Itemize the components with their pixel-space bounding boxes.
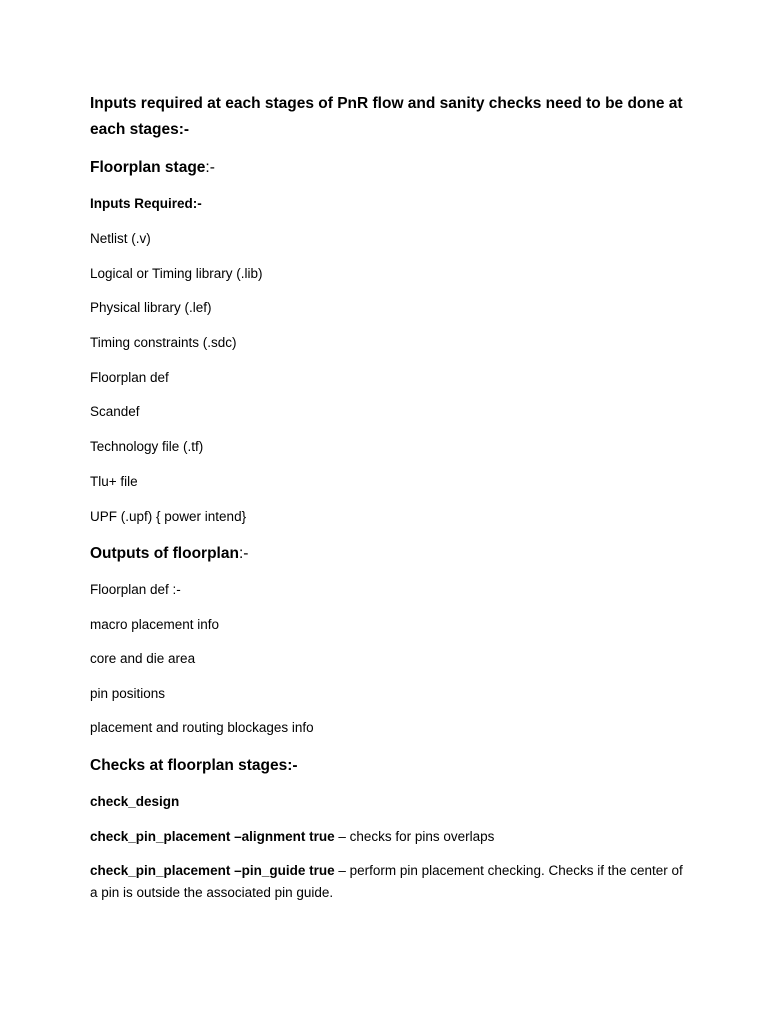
input-item-upf: UPF (.upf) { power intend} <box>90 509 247 524</box>
document-title: Inputs required at each stages of PnR flow and sanity checks need to be done at each stages:- <box>90 95 683 138</box>
check-description: – perform pin placement checking. Checks if the center of a pin is outside the associated pin guide. <box>90 863 683 900</box>
output-item-blockages: placement and routing blockages info <box>90 720 314 735</box>
checks-heading <box>90 756 298 776</box>
floorplan-stage-heading-text: Floorplan stage <box>90 159 206 176</box>
check-item-design <box>90 793 179 811</box>
check-item-pin-guide <box>90 860 690 904</box>
outputs-heading-suffix: :- <box>238 545 249 562</box>
check-option: –alignment true <box>230 829 335 844</box>
floorplan-stage-heading <box>90 158 215 178</box>
check-command: check_pin_placement <box>90 863 231 878</box>
output-item-pin-positions: pin positions <box>90 686 166 701</box>
check-option: –pin_guide true <box>230 863 335 878</box>
input-item-lib: Logical or Timing library (.lib) <box>90 266 263 281</box>
input-item-tf: Technology file (.tf) <box>90 439 204 454</box>
output-item-core-die-area: core and die area <box>90 651 196 666</box>
checks-heading-text: Checks at floorplan stages:- <box>90 757 298 774</box>
input-item-floorplan-def: Floorplan def <box>90 370 169 385</box>
inputs-required-heading: Inputs Required:- <box>90 196 202 211</box>
outputs-heading-text: Outputs of floorplan <box>90 545 239 562</box>
input-item-lef: Physical library (.lef) <box>90 300 212 315</box>
input-item-tlu: Tlu+ file <box>90 474 138 489</box>
output-item-macro-placement: macro placement info <box>90 617 220 632</box>
check-command: check_pin_placement <box>90 829 231 844</box>
check-description: – checks for pins overlaps <box>334 829 495 844</box>
floorplan-stage-heading-suffix: :- <box>205 159 215 176</box>
input-item-netlist: Netlist (.v) <box>90 231 151 246</box>
input-item-sdc: Timing constraints (.sdc) <box>90 335 237 350</box>
outputs-heading <box>90 544 248 564</box>
check-item-pin-alignment <box>90 828 494 846</box>
check-command: check_design <box>90 794 180 809</box>
input-item-scandef: Scandef <box>90 404 140 419</box>
output-item-floorplan-def: Floorplan def :- <box>90 582 181 597</box>
